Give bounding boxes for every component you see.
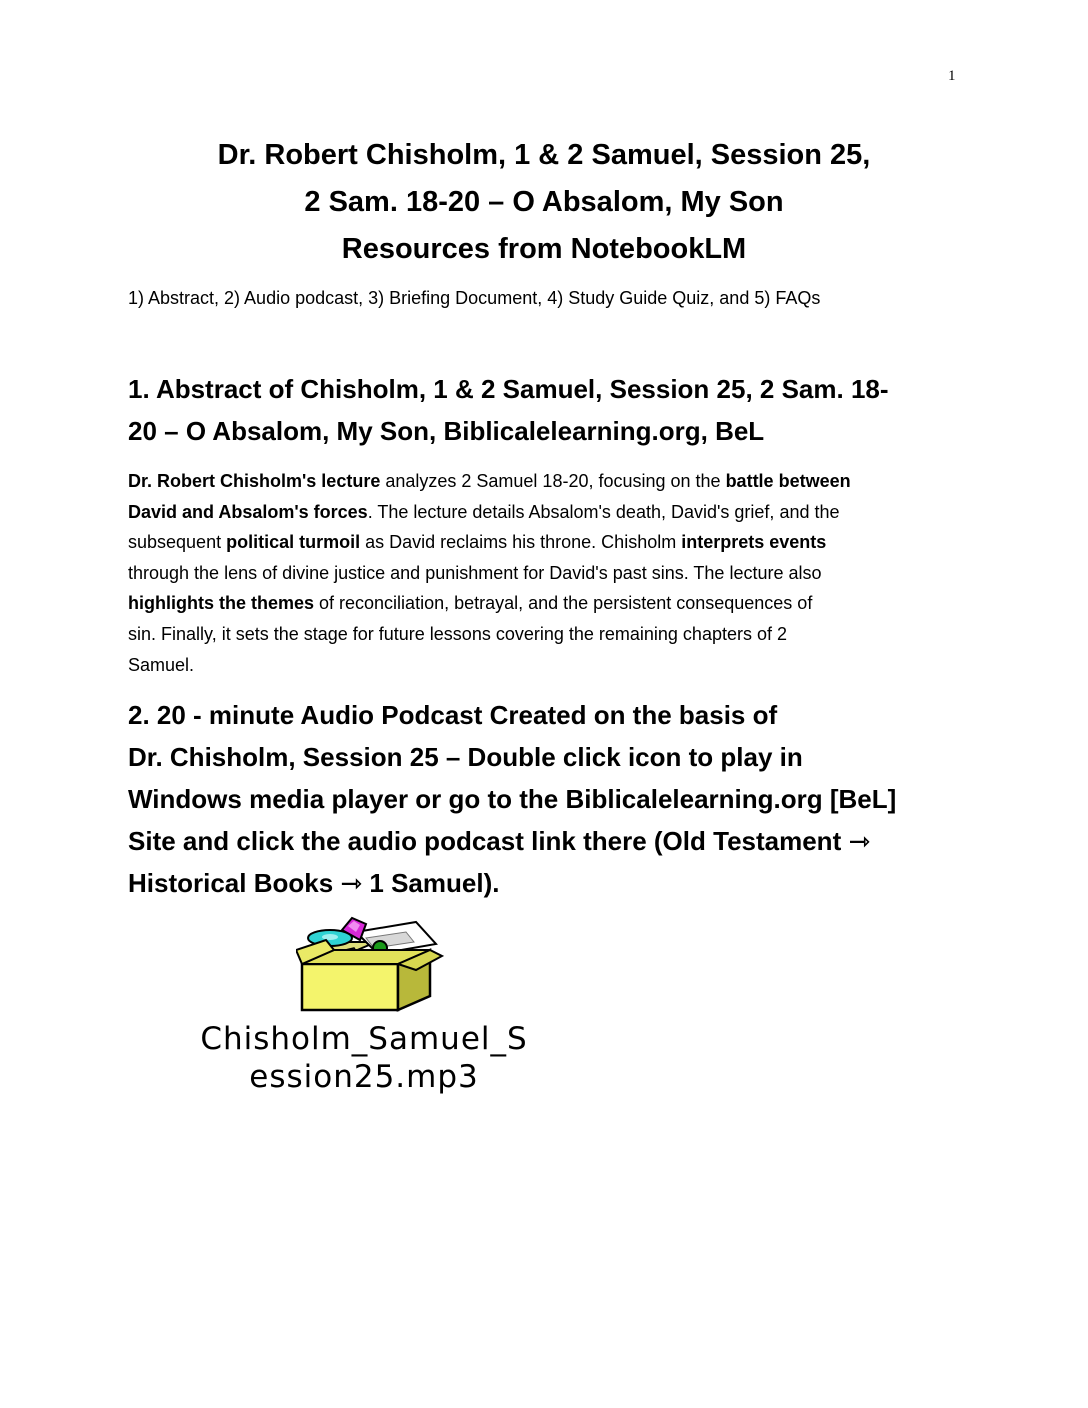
section-2-heading-line-2: Dr. Chisholm, Session 25 – Double click icon to play in [128, 742, 803, 772]
abstract-bold-text: highlights the themes [128, 593, 315, 614]
abstract-text: subsequent [128, 532, 227, 553]
page-number: 1 [948, 68, 956, 84]
resources-list: 1) Abstract, 2) Audio podcast, 3) Briefing Document, 4) Study Guide Quiz, and 5) FAQs [128, 288, 821, 308]
section-2-heading-line-5: Historical Books ⇾ 1 Samuel). [128, 868, 500, 898]
abstract-bold-text: battle between [725, 471, 851, 491]
abstract-text: . The lecture details Absalom's death, David's grief, and the [367, 501, 840, 522]
abstract-line [128, 558, 958, 589]
section-2-heading [128, 694, 958, 904]
abstract-line [128, 466, 958, 497]
audio-file-link[interactable] [124, 1020, 604, 1096]
title-line-2: 2 Sam. 18-20 – O Absalom, My Son [304, 186, 784, 218]
package-icon[interactable] [296, 914, 444, 1014]
section-2-heading-line-3: Windows media player or go to the Biblicalelearning.org [BeL] [128, 784, 897, 814]
abstract-line [128, 650, 958, 681]
section-2-heading-line-1: 2. 20 - minute Audio Podcast Created on the basis of [128, 700, 778, 730]
abstract-line [128, 527, 958, 558]
page-title [128, 132, 960, 273]
section-1-heading [128, 368, 958, 452]
abstract-text: analyzes 2 Samuel 18-20, focusing on the [380, 471, 726, 491]
abstract-text: through the lens of divine justice and punishment for David's past sins. The lecture also [128, 562, 822, 583]
abstract-paragraph [128, 466, 958, 680]
abstract-bold-text: David and Absalom's forces [128, 501, 368, 522]
abstract-line [128, 497, 958, 528]
abstract-line [128, 588, 958, 619]
abstract-bold-text: political turmoil [226, 532, 361, 553]
abstract-bold-text: Dr. Robert Chisholm's lecture [128, 471, 381, 491]
section-2-heading-line-4: Site and click the audio podcast link there (Old Testament ⇾ [128, 826, 871, 856]
abstract-line [128, 619, 958, 650]
audio-filename-line-1: Chisholm_Samuel_S [200, 1021, 528, 1057]
section-1-heading-line-1: 1. Abstract of Chisholm, 1 & 2 Samuel, Session 25, 2 Sam. 18- [128, 374, 889, 404]
abstract-text: of reconciliation, betrayal, and the persistent consequences of [314, 593, 813, 614]
audio-filename-line-2: ession25.mp3 [249, 1059, 479, 1095]
abstract-bold-text: interprets events [681, 532, 827, 553]
title-line-1: Dr. Robert Chisholm, 1 & 2 Samuel, Session 25, [217, 139, 871, 171]
section-1-heading-line-2: 20 – O Absalom, My Son, Biblicalelearning.org, BeL [128, 416, 765, 446]
abstract-text: Samuel. [128, 654, 195, 675]
abstract-text: as David reclaims his throne. Chisholm [360, 532, 682, 553]
title-line-3: Resources from NotebookLM [341, 233, 747, 265]
abstract-text: sin. Finally, it sets the stage for future lessons covering the remaining chapters of 2 [128, 623, 787, 644]
